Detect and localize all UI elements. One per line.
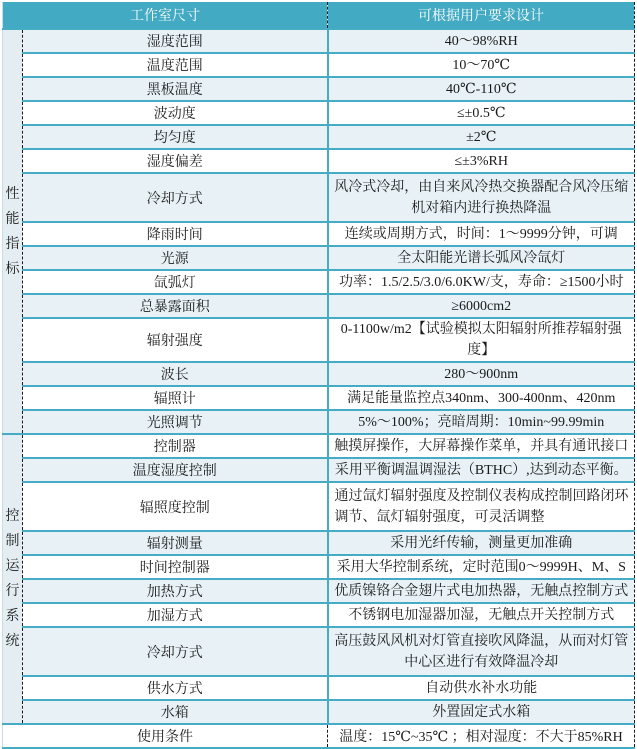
spec-row — [3, 77, 635, 101]
spec-row — [3, 531, 635, 555]
row-label: 辐射测量 — [23, 531, 328, 555]
row-label: 光源 — [23, 246, 328, 270]
row-value: 采用平衡调温调湿法（BTHC）,达到动态平衡。 — [328, 458, 635, 482]
row-value: ±2℃ — [328, 125, 635, 149]
header-row — [3, 2, 635, 29]
row-value: 5%～100%；亮暗周期：10min~99.99min — [328, 410, 635, 434]
row-label: 供水方式 — [23, 676, 328, 700]
row-value: 外置固定式水箱 — [328, 700, 635, 724]
row-value: 不锈钢电加湿器加湿，无触点开关控制方式 — [328, 603, 635, 627]
spec-row — [3, 222, 635, 246]
row-label: 均匀度 — [23, 125, 328, 149]
spec-row — [3, 555, 635, 579]
row-label: 波动度 — [23, 101, 328, 125]
row-value: 满足能量监控点340nm、300-400nm、420nm — [328, 386, 635, 410]
row-value: 自动供水补水功能 — [328, 676, 635, 700]
row-label: 时间控制器 — [23, 555, 328, 579]
spec-row — [3, 627, 635, 676]
spec-row — [3, 294, 635, 318]
spec-row — [3, 270, 635, 294]
row-label: 辐射强度 — [23, 318, 328, 362]
section-label-1 — [3, 434, 23, 724]
row-label: 水箱 — [23, 700, 328, 724]
row-label: 加热方式 — [23, 579, 328, 603]
spec-row — [3, 149, 635, 173]
row-label: 总暴露面积 — [23, 294, 328, 318]
spec-row — [3, 410, 635, 434]
row-value: 功率：1.5/2.5/3.0/6.0KW/支，寿命：≥1500小时 — [328, 270, 635, 294]
spec-row — [3, 386, 635, 410]
row-label: 湿度范围 — [23, 29, 328, 53]
row-label: 降雨时间 — [23, 222, 328, 246]
row-value: 连续或周期方式，时间：1～9999分钟，可调 — [328, 222, 635, 246]
row-value: 通过氙灯辐射强度及控制仪表构成控制回路闭环调节、氙灯辐射强度，可灵活调整 — [328, 482, 635, 531]
section-label-vertical-text: 性 能 指 标 — [5, 186, 20, 277]
spec-row — [3, 362, 635, 386]
row-label: 波长 — [23, 362, 328, 386]
spec-table-body — [3, 2, 635, 748]
spec-row — [3, 101, 635, 125]
row-value: 优质镍铬合金翅片式电加热器，无触点控制方式 — [328, 579, 635, 603]
footer-label: 使用条件 — [3, 724, 328, 748]
row-label: 加湿方式 — [23, 603, 328, 627]
spec-row — [3, 246, 635, 270]
row-value: 10～70℃ — [328, 53, 635, 77]
row-value: 采用大华控制系统，定时范围0～9999H、M、S — [328, 555, 635, 579]
row-value: ≤±0.5℃ — [328, 101, 635, 125]
row-value: ≤±3%RH — [328, 149, 635, 173]
row-label: 氙弧灯 — [23, 270, 328, 294]
row-value: ≥6000cm2 — [328, 294, 635, 318]
row-value: 采用光纤传输，测量更加准确 — [328, 531, 635, 555]
spec-row — [3, 29, 635, 53]
header-cell-spec: 可根据用户要求设计 — [328, 2, 635, 29]
row-value: 触摸屏操作，大屏幕操作菜单，并具有通讯接口 — [328, 434, 635, 458]
row-label: 温度范围 — [23, 53, 328, 77]
spec-row — [3, 676, 635, 700]
spec-row — [3, 434, 635, 458]
row-value: 高压鼓风风机对灯管直接吹风降温，从而对灯管中心区进行有效降温冷却 — [328, 627, 635, 676]
row-label: 控制器 — [23, 434, 328, 458]
spec-row — [3, 482, 635, 531]
row-label: 光照调节 — [23, 410, 328, 434]
section-label-vertical-text: 控 制 运 行 系 统 — [5, 509, 20, 649]
row-value: 0-1100w/m2【试验模拟太阳辐射所推荐辐射强度】 — [328, 318, 635, 362]
row-label: 冷却方式 — [23, 627, 328, 676]
spec-row — [3, 458, 635, 482]
spec-row — [3, 53, 635, 77]
row-label: 辐照度控制 — [23, 482, 328, 531]
footer-value: 温度：15℃~35℃ ；相对湿度：不大于85%RH — [328, 724, 635, 748]
row-value: 40～98%RH — [328, 29, 635, 53]
spec-table — [2, 2, 635, 749]
row-label: 冷却方式 — [23, 173, 328, 222]
row-value: 40℃-110℃ — [328, 77, 635, 101]
row-value: 280～900nm — [328, 362, 635, 386]
spec-row — [3, 318, 635, 362]
spec-row — [3, 603, 635, 627]
header-cell-parameter: 工作室尺寸 — [3, 2, 328, 29]
row-label: 温度湿度控制 — [23, 458, 328, 482]
row-label: 湿度偏差 — [23, 149, 328, 173]
spec-row — [3, 579, 635, 603]
row-label: 辐照计 — [23, 386, 328, 410]
spec-row — [3, 173, 635, 222]
spec-row — [3, 700, 635, 724]
spec-row — [3, 125, 635, 149]
row-value: 风冷式冷却，由自来风冷热交换器配合风冷压缩机对箱内进行换热降温 — [328, 173, 635, 222]
section-label-0 — [3, 29, 23, 434]
row-value: 全太阳能光谱长弧风冷氙灯 — [328, 246, 635, 270]
row-label: 黑板温度 — [23, 77, 328, 101]
